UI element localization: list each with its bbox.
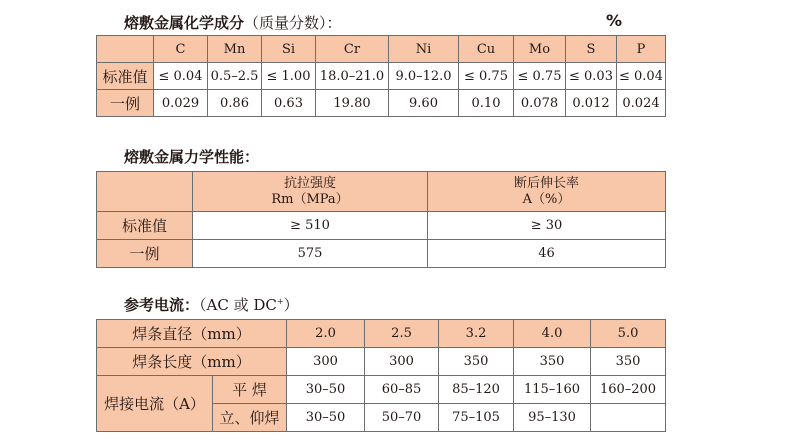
table-cell: 9.60 [389, 90, 459, 117]
row-label: 一例 [97, 90, 154, 117]
table-header-row [97, 172, 666, 212]
row-label: 标准值 [97, 212, 193, 240]
element-header: S [566, 36, 617, 63]
elongation-header [428, 172, 666, 212]
table-cell: 0.63 [262, 90, 316, 117]
element-header: C [154, 36, 208, 63]
section2-title: 熔敷金属力学性能： [124, 148, 260, 166]
table-cell: ≤ 0.75 [514, 63, 566, 90]
diameter-value: 2.0 [287, 320, 365, 348]
table-cell: 18.0–21.0 [316, 63, 389, 90]
table-cell: ≤ 0.03 [566, 63, 617, 90]
section3-subtitle-sup: + [276, 297, 284, 306]
table-row [97, 212, 666, 240]
diameter-value: 4.0 [514, 320, 591, 348]
vertical-current-value [591, 404, 666, 432]
table-cell: ≤ 0.75 [459, 63, 514, 90]
table-cell: ≤ 0.04 [154, 63, 208, 90]
mechanical-properties-table [96, 171, 666, 268]
vertical-current-value: 75–105 [439, 404, 514, 432]
section1-title-text: 熔敷金属化学成分 [124, 14, 245, 32]
header-line: 抗拉强度 [283, 175, 336, 191]
diameter-label: 焊条直径（mm） [97, 320, 287, 348]
table-row [97, 240, 666, 268]
tensile-strength-header [193, 172, 428, 212]
length-value: 300 [287, 348, 365, 376]
vertical-current-value: 95–130 [514, 404, 591, 432]
header-line: Rm（MPa） [271, 191, 349, 207]
element-header: Si [262, 36, 316, 63]
flat-current-value: 160–200 [591, 376, 666, 404]
header-corner [97, 36, 154, 63]
section1-unit: % [606, 11, 623, 30]
vertical-current-value: 50–70 [365, 404, 439, 432]
flat-current-value: 85–120 [439, 376, 514, 404]
flat-current-row [97, 376, 666, 404]
element-header: Mo [514, 36, 566, 63]
flat-current-value: 115–160 [514, 376, 591, 404]
diameter-value: 3.2 [439, 320, 514, 348]
table-cell: 0.86 [208, 90, 262, 117]
table-cell: 0.078 [514, 90, 566, 117]
reference-current-table [96, 319, 666, 432]
table-row [97, 63, 666, 90]
diameter-value: 2.5 [365, 320, 439, 348]
header-line: A（%） [522, 191, 571, 207]
flat-label: 平 焊 [213, 376, 287, 404]
length-value: 350 [591, 348, 666, 376]
row-label: 一例 [97, 240, 193, 268]
length-value: 350 [514, 348, 591, 376]
diameter-row [97, 320, 666, 348]
flat-current-value: 60–85 [365, 376, 439, 404]
table-cell: 9.0–12.0 [389, 63, 459, 90]
table-cell: ≥ 30 [428, 212, 666, 240]
length-row [97, 348, 666, 376]
element-header: Cr [316, 36, 389, 63]
table-cell: ≥ 510 [193, 212, 428, 240]
table-cell: 0.5–2.5 [208, 63, 262, 90]
table-cell: 0.029 [154, 90, 208, 117]
section1-subtitle: （质量分数）： [244, 14, 342, 32]
table-row [97, 90, 666, 117]
section3-title-text: 参考电流： [124, 296, 200, 314]
section3-subtitle-end: ） [283, 296, 299, 314]
header-corner [97, 172, 193, 212]
chemical-composition-table [96, 35, 666, 117]
diameter-value: 5.0 [591, 320, 666, 348]
section3-subtitle-text: （AC 或 DC [199, 296, 277, 314]
element-header: P [617, 36, 666, 63]
table-cell: 575 [193, 240, 428, 268]
element-header: Mn [208, 36, 262, 63]
table-cell: 0.10 [459, 90, 514, 117]
length-value: 350 [439, 348, 514, 376]
table-cell: ≤ 0.04 [617, 63, 666, 90]
table-cell: ≤ 1.00 [262, 63, 316, 90]
table-cell: 19.80 [316, 90, 389, 117]
table-cell: 46 [428, 240, 666, 268]
table-cell: 0.012 [566, 90, 617, 117]
row-label: 标准值 [97, 63, 154, 90]
vertical-current-value: 30–50 [287, 404, 365, 432]
flat-current-value: 30–50 [287, 376, 365, 404]
element-header: Cu [459, 36, 514, 63]
header-line: 断后伸长率 [513, 175, 579, 191]
current-label: 焊接电流（A） [97, 376, 213, 432]
section3-subtitle [199, 296, 299, 314]
vertical-label: 立、仰焊 [213, 404, 287, 432]
table-header-row [97, 36, 666, 63]
length-value: 300 [365, 348, 439, 376]
section1-title [124, 12, 342, 33]
length-label: 焊条长度（mm） [97, 348, 287, 376]
table-cell: 0.024 [617, 90, 666, 117]
element-header: Ni [389, 36, 459, 63]
section3-title [124, 294, 299, 315]
